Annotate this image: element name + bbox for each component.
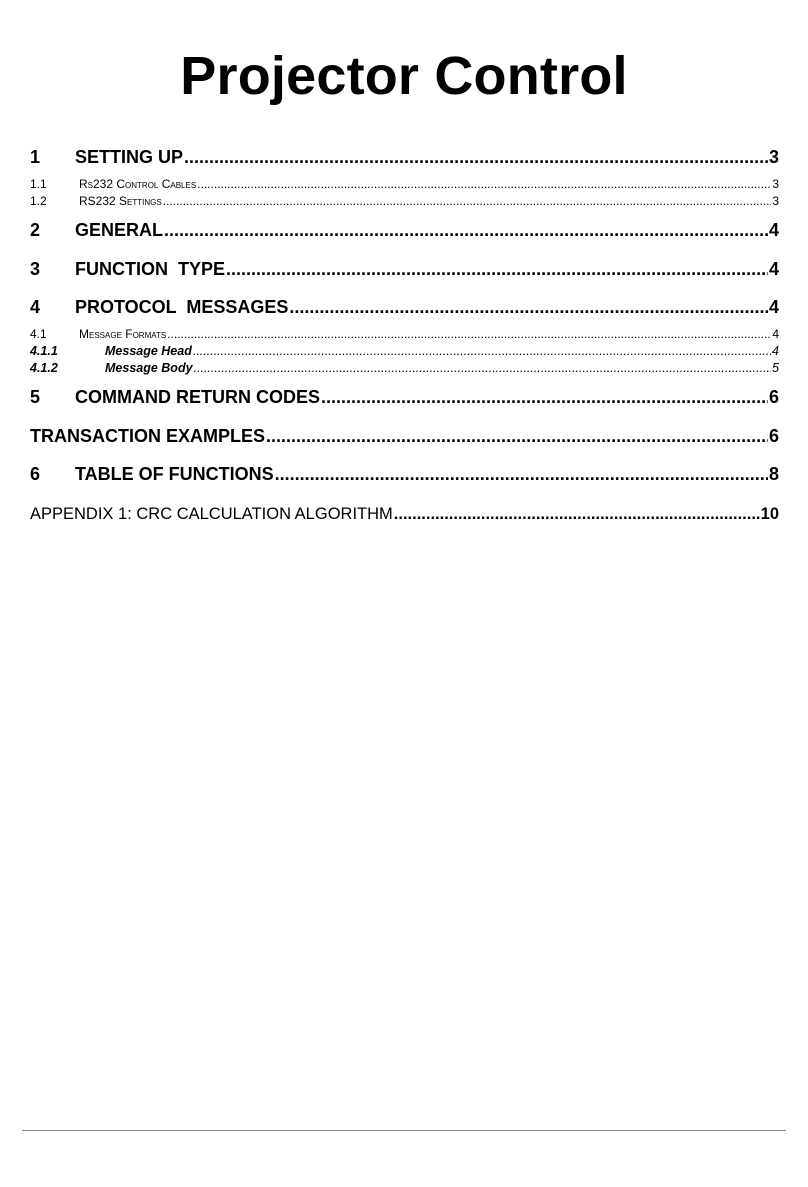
toc-entry-page: 4 [768, 220, 779, 240]
toc-entry-page: 4 [768, 259, 779, 279]
toc-entry-message-formats[interactable] [30, 327, 779, 342]
toc-leader-dots [167, 327, 771, 342]
toc-entry-number: 3 [30, 259, 41, 279]
toc-entry-page: 8 [768, 464, 779, 484]
toc-leader-dots [197, 177, 771, 192]
toc-leader-dots [321, 386, 768, 408]
toc-entry-number: 5 [30, 387, 41, 407]
toc-leader-dots [193, 344, 771, 359]
toc-entry-number: 6 [30, 464, 41, 484]
toc-entry-number: 2 [30, 220, 41, 240]
toc-entry-page: 3 [768, 147, 779, 167]
toc-entry-number: 4.1 [30, 327, 47, 341]
toc-leader-dots [289, 296, 768, 318]
toc-entry-number: 1.2 [30, 194, 47, 208]
footer-divider [22, 1130, 786, 1131]
toc-entry-table-of-functions[interactable] [30, 463, 779, 485]
toc-entry-page: 3 [772, 177, 779, 191]
toc-leader-dots [164, 219, 768, 241]
document-title: Projector Control [180, 46, 628, 106]
toc-entry-label: APPENDIX 1: CRC CALCULATION ALGORITHM [30, 505, 393, 523]
toc-entry-label: Message Head [105, 344, 192, 358]
toc-leader-dots [163, 194, 772, 209]
toc-entry-page: 4 [768, 297, 779, 317]
toc-entry-label: RS232 Settings [79, 194, 162, 208]
toc-entry-protocol-messages[interactable] [30, 296, 779, 318]
toc-entry-page: 3 [772, 194, 779, 208]
toc-entry-label: COMMAND RETURN CODES [75, 387, 320, 407]
toc-entry-message-head[interactable] [30, 344, 779, 359]
toc-leader-dots [184, 146, 768, 168]
toc-entry-page: 4 [772, 344, 779, 358]
toc-entry-transaction-examples[interactable] [30, 425, 779, 447]
toc-entry-setting-up[interactable] [30, 146, 779, 168]
toc-entry-page: 10 [760, 505, 779, 523]
toc-entry-label: Rs232 Control Cables [79, 177, 197, 191]
toc-entry-number: 4 [30, 297, 41, 317]
toc-entry-number: 1.1 [30, 177, 47, 191]
toc-leader-dots [194, 361, 772, 376]
toc-entry-page: 6 [768, 387, 779, 407]
toc-entry-label: Message Formats [79, 327, 167, 341]
toc-entry-general[interactable] [30, 219, 779, 241]
toc-entry-label: PROTOCOL MESSAGES [75, 297, 289, 317]
toc-entry-message-body[interactable] [30, 361, 779, 376]
toc-entry-rs232-control-cables[interactable] [30, 177, 779, 192]
toc-entry-number: 4.1.1 [30, 344, 58, 358]
toc-entry-page: 6 [768, 426, 779, 446]
toc-entry-number: 4.1.2 [30, 361, 58, 375]
toc-leader-dots [394, 504, 760, 524]
toc-entry-page: 4 [772, 327, 779, 341]
toc-entry-appendix-crc[interactable] [30, 504, 779, 524]
toc-entry-page: 5 [772, 361, 779, 375]
toc-entry-label: TABLE OF FUNCTIONS [75, 464, 274, 484]
toc-leader-dots [275, 463, 768, 485]
toc-entry-function-type[interactable] [30, 258, 779, 280]
toc-entry-label: GENERAL [75, 220, 164, 240]
toc-entry-number: 1 [30, 147, 41, 167]
toc-entry-label: SETTING UP [75, 147, 184, 167]
toc-entry-label: FUNCTION TYPE [75, 259, 226, 279]
toc-entry-label: TRANSACTION EXAMPLES [30, 426, 266, 446]
toc-leader-dots [266, 425, 768, 447]
toc-entry-label: Message Body [105, 361, 193, 375]
toc-entry-rs232-settings[interactable] [30, 194, 779, 209]
toc-entry-command-return-codes[interactable] [30, 386, 779, 408]
toc-leader-dots [226, 258, 768, 280]
